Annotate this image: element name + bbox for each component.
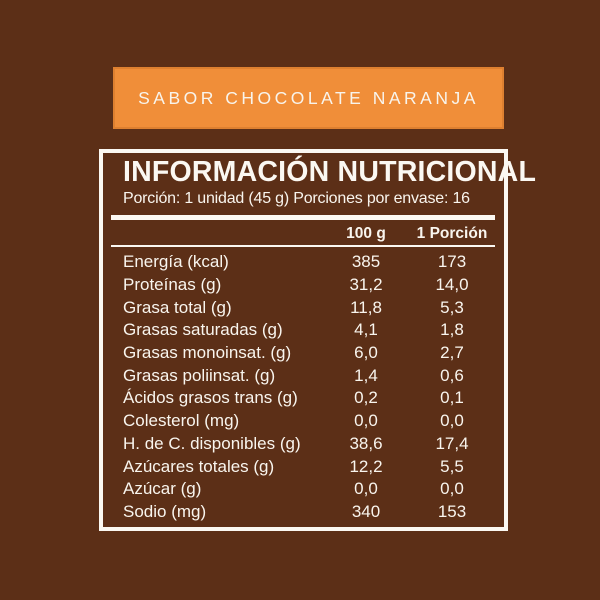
value-per-portion: 0,6 xyxy=(440,365,464,385)
value-per-portion: 0,0 xyxy=(440,479,464,499)
value-per-100g: 38,6 xyxy=(349,433,383,453)
nutrient-label: Colesterol (mg) xyxy=(123,411,240,431)
value-per-portion: 0,0 xyxy=(440,411,464,431)
table-row xyxy=(103,478,504,501)
divider-thick xyxy=(111,215,495,220)
value-per-portion: 173 xyxy=(437,252,467,272)
nutrient-label: Proteínas (g) xyxy=(123,275,222,295)
nutrient-label: Ácidos grasos trans (g) xyxy=(123,388,298,408)
value-per-100g: 6,0 xyxy=(354,343,378,363)
value-per-100g: 1,4 xyxy=(354,365,378,385)
nutrition-panel xyxy=(99,149,537,531)
table-row xyxy=(103,251,504,274)
serving-info: Porción: 1 unidad (45 g) Porciones por envase: 16 xyxy=(123,190,470,207)
table-row xyxy=(103,342,504,365)
value-per-100g: 0,0 xyxy=(354,411,378,431)
table-row xyxy=(103,274,504,297)
value-per-100g: 4,1 xyxy=(354,320,378,340)
value-per-100g: 11,8 xyxy=(350,297,382,317)
value-per-portion: 5,3 xyxy=(440,297,464,317)
value-per-portion: 17,4 xyxy=(435,433,469,453)
value-per-portion: 1,8 xyxy=(440,320,464,340)
column-header-row xyxy=(103,223,504,245)
table-row xyxy=(103,433,504,456)
value-per-portion: 0,1 xyxy=(440,388,464,408)
table-row xyxy=(103,319,504,342)
nutrient-label: H. de C. disponibles (g) xyxy=(123,433,301,453)
panel-title: INFORMACIÓN NUTRICIONAL xyxy=(123,156,537,188)
table-row xyxy=(103,364,504,387)
value-per-portion: 153 xyxy=(437,501,467,521)
nutrient-label: Grasas monoinsat. (g) xyxy=(123,343,292,363)
value-per-100g: 0,0 xyxy=(354,479,378,499)
value-per-100g: 31,2 xyxy=(349,275,383,295)
nutrient-label: Azúcares totales (g) xyxy=(123,456,275,476)
nutrient-label: Sodio (mg) xyxy=(123,501,207,521)
nutrient-label: Energía (kcal) xyxy=(123,252,229,272)
value-per-portion: 2,7 xyxy=(440,343,464,363)
value-per-100g: 340 xyxy=(351,501,381,521)
table-row xyxy=(103,410,504,433)
table-row xyxy=(103,455,504,478)
table-row xyxy=(103,501,504,524)
nutrient-label: Grasas poliinsat. (g) xyxy=(123,365,276,385)
divider-thin xyxy=(111,245,495,247)
flavor-banner xyxy=(113,67,504,129)
nutrient-label: Grasas saturadas (g) xyxy=(123,320,283,340)
column-header-100g: 100 g xyxy=(346,225,386,242)
column-header-portion: 1 Porción xyxy=(416,225,488,242)
table-row xyxy=(103,387,504,410)
flavor-banner-label: SABOR CHOCOLATE NARANJA xyxy=(138,87,479,108)
value-per-100g: 12,2 xyxy=(349,456,383,476)
value-per-100g: 0,2 xyxy=(354,388,378,408)
value-per-100g: 385 xyxy=(351,252,381,272)
nutrient-label: Azúcar (g) xyxy=(123,479,202,499)
nutrition-table xyxy=(103,251,504,523)
value-per-portion: 14,0 xyxy=(435,275,469,295)
nutrient-label: Grasa total (g) xyxy=(123,297,232,317)
table-row xyxy=(103,296,504,319)
value-per-portion: 5,5 xyxy=(440,456,464,476)
